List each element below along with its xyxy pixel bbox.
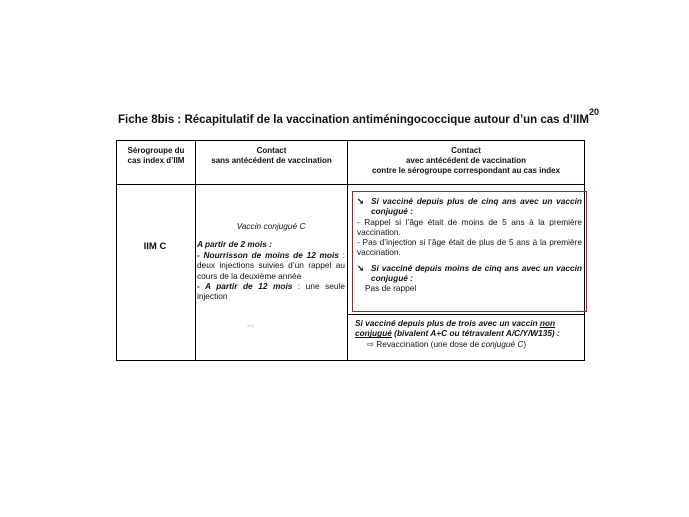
over5-heading: ➘ Si vacciné depuis plus de cinq ans avec un vaccin conjugué : — [357, 196, 582, 217]
header-divider — [117, 184, 584, 185]
under5-text: Pas de rappel — [365, 283, 417, 294]
over5-line1: - Rappel si l’âge était de moins de 5 ans à la première vaccination. — [357, 216, 582, 237]
header-serogroup: Sérogroupe du cas index d’IIM — [127, 146, 185, 165]
over5-line2: - Pas d’injection si l’âge était de plus de 5 ans à la première vaccination. — [357, 237, 582, 258]
under5-heading: ➘ Si vacciné depuis moins de cinq ans avec un vaccin conjugué : — [357, 262, 582, 284]
header-with-history: Contact avec antécédent de vaccination contre le sérogroupe correspondant au cas index — [371, 146, 561, 175]
arrow-right-icon: ⇨ — [367, 338, 374, 349]
arrow-mark: => — [247, 324, 255, 330]
from12-schedule: - A partir de 12 mois : une seule injection — [197, 281, 345, 302]
arrow-down-right-icon: ➘ — [357, 262, 364, 273]
vaccine-name: Vaccin conjugué C — [236, 221, 306, 231]
row-divider — [348, 314, 584, 315]
column-divider — [195, 141, 196, 360]
from2-heading: A partir de 2 mois : — [197, 239, 272, 250]
no-history-cell — [197, 221, 345, 302]
nonconj-heading: Si vacciné depuis plus de trois avec un vaccin non conjugué (bivalent A+C ou tétravalent A/C/Y/W135) : — [355, 318, 560, 339]
arrow-down-right-icon: ➘ — [357, 196, 364, 206]
header-no-history: Contact sans antécédent de vaccination — [211, 146, 332, 165]
non-conjugate-cell — [355, 318, 583, 349]
vaccination-table — [116, 140, 585, 361]
footnote-ref: 20 — [588, 107, 599, 117]
conjugate-history-box — [352, 191, 587, 312]
page-title: Fiche 8bis : Récapitulatif de la vaccination antiméningococcique autour d’un cas d’IIM$^{20}$ — [118, 107, 599, 126]
nonconj-text: ⇨ Revaccination (une dose de conjugué C) — [367, 338, 527, 349]
serogroup-cell: IIM C — [143, 241, 167, 252]
infant-schedule: - Nourrisson de moins de 12 mois : deux injections suivies d’un rappel au cours de la deuxième année — [197, 249, 345, 281]
